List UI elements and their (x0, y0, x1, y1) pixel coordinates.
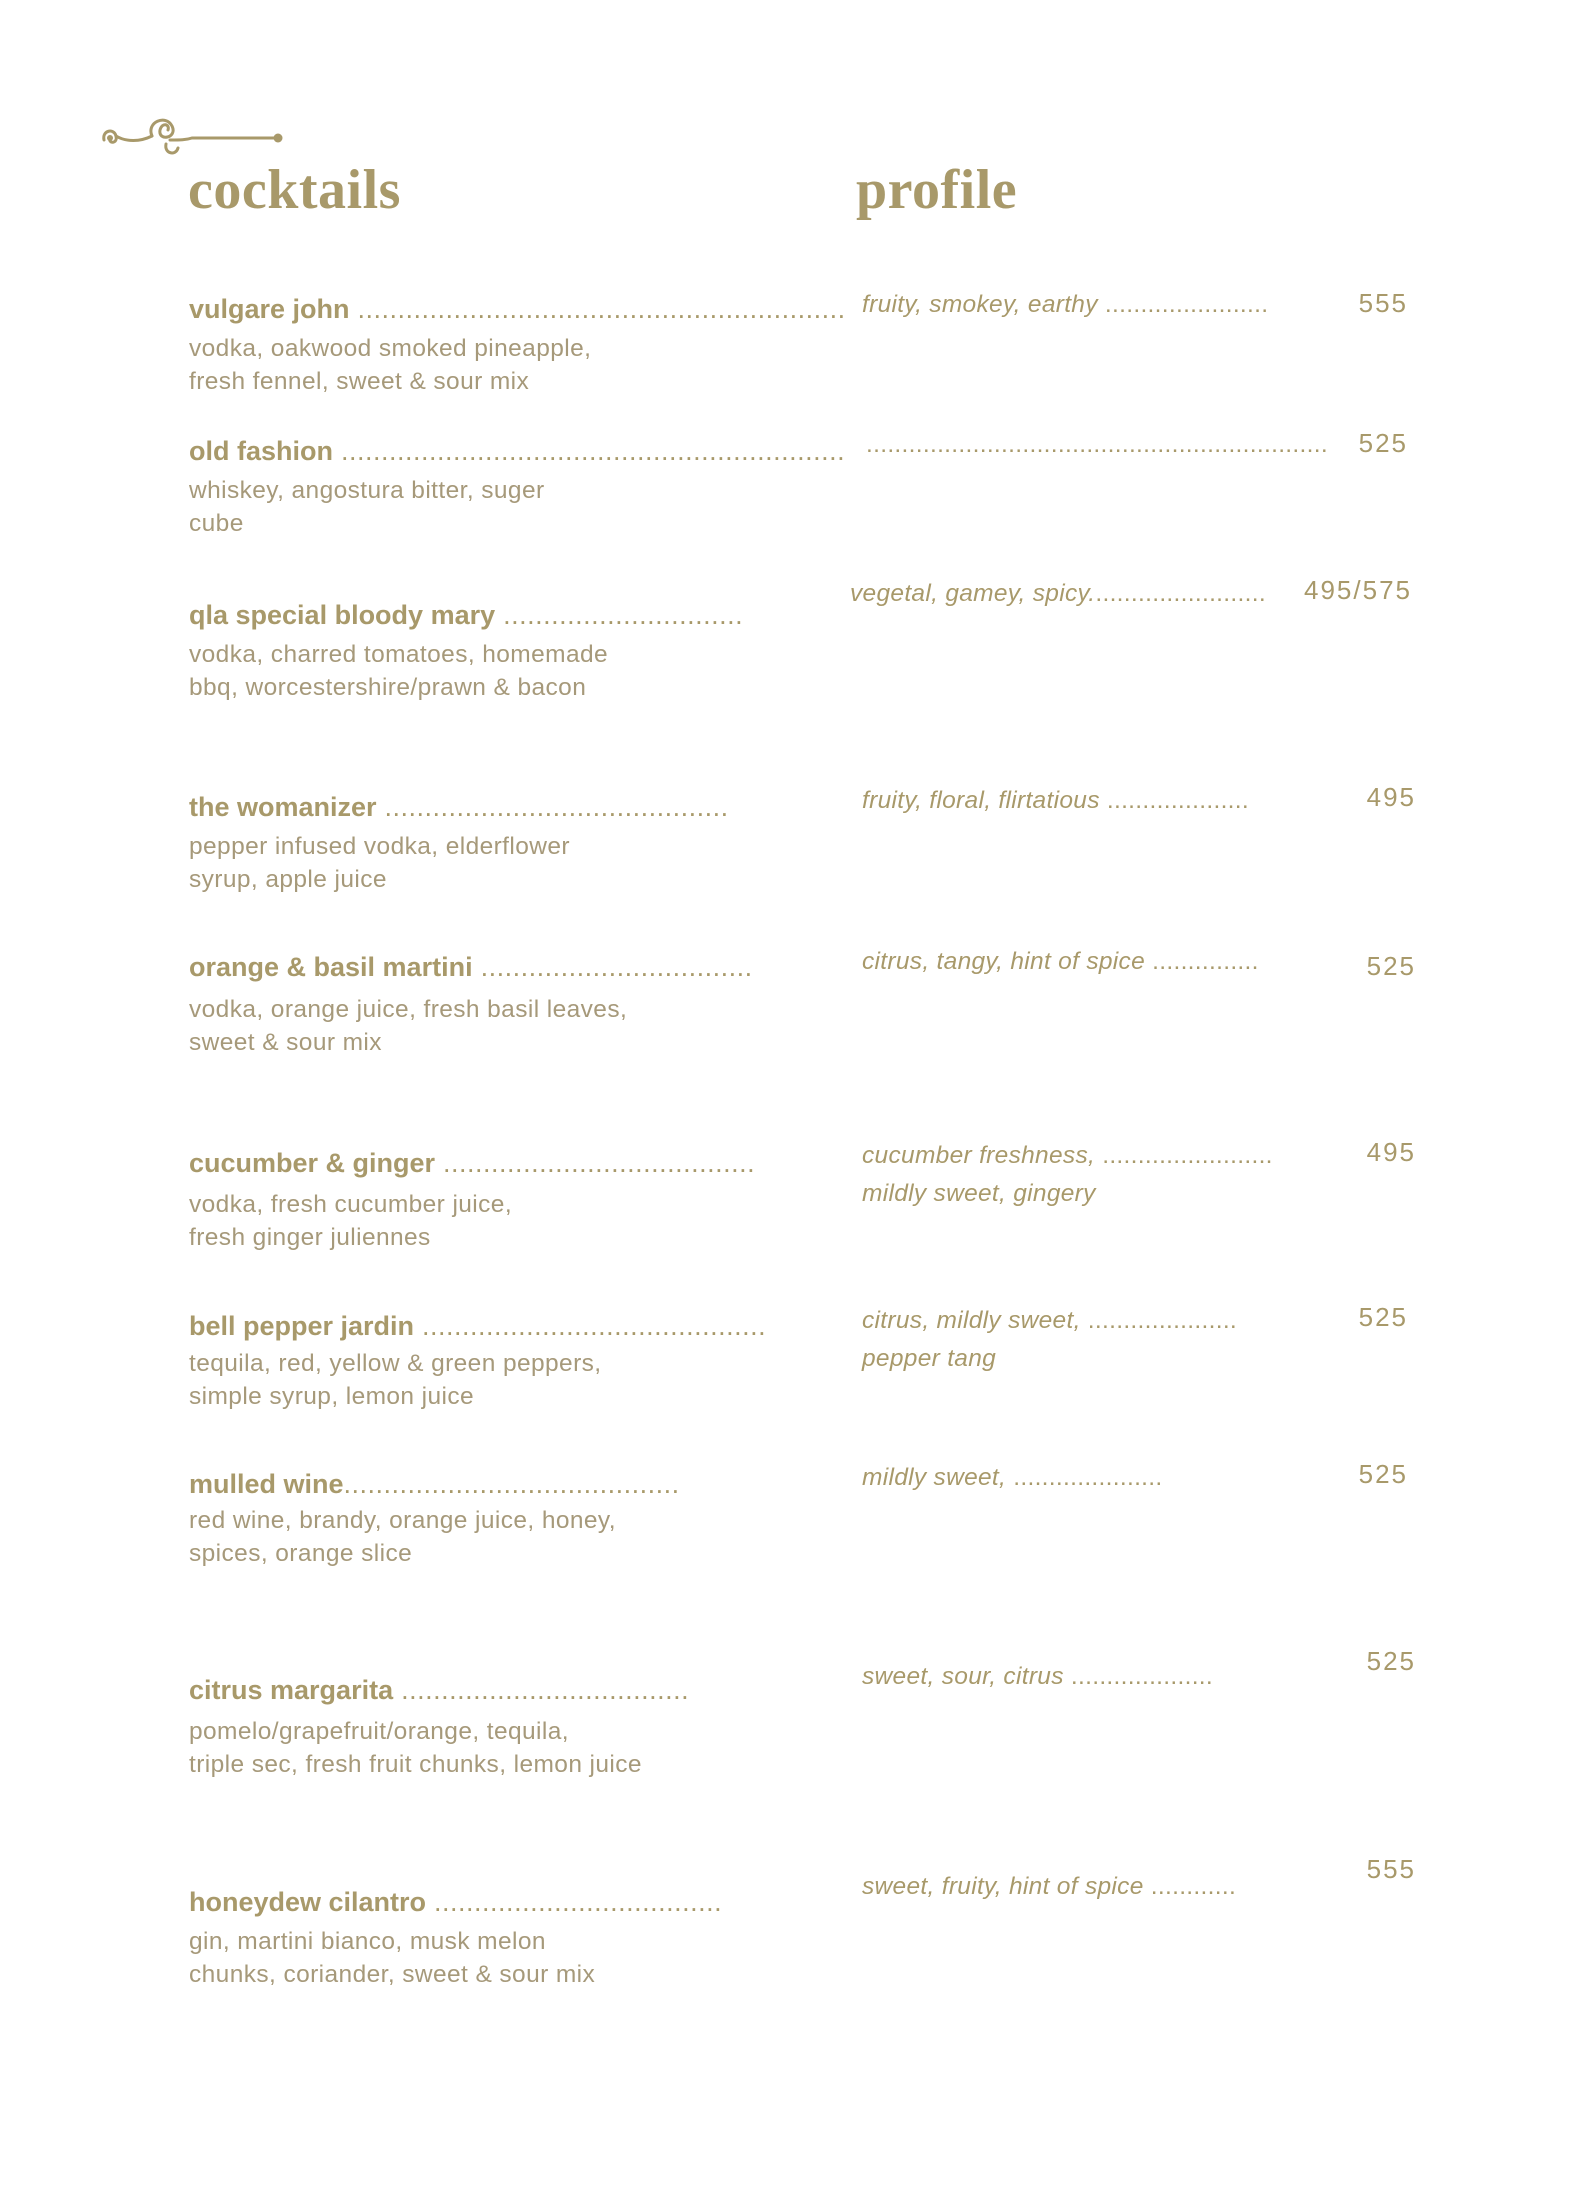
price: 525 (1366, 1646, 1416, 1676)
dot-leader: .................................. (472, 952, 753, 982)
ingredients-line: vodka, oakwood smoked pineapple, (189, 335, 592, 362)
cocktail-name: old fashion (189, 436, 333, 466)
dot-leader: ................................................................. (866, 431, 1328, 458)
cocktail-name-line (189, 1469, 680, 1500)
ingredients-line: fresh fennel, sweet & sour mix (189, 368, 530, 395)
ingredients-line: syrup, apple juice (189, 866, 387, 893)
flavor-profile (862, 1459, 1163, 1497)
profile-heading: profile (856, 159, 1018, 221)
dot-leader: .......................................... (343, 1469, 680, 1499)
ingredients-line: vodka, charred tomatoes, homemade (189, 641, 609, 668)
cocktail-name: citrus margarita (189, 1675, 394, 1705)
dot-leader: .................... (1099, 787, 1249, 814)
profile-line (862, 1137, 1273, 1175)
ingredients-line: vodka, fresh cucumber juice, (189, 1191, 513, 1218)
dot-leader: .................................... (426, 1887, 723, 1917)
cocktail-name: cucumber & ginger (189, 1148, 436, 1178)
price: 495/575 (1304, 575, 1412, 605)
cocktails-heading: cocktails (188, 159, 401, 221)
profile-line (862, 943, 1259, 981)
dot-leader: ....................... (1097, 291, 1269, 318)
dot-leader: ..................... (1080, 1307, 1238, 1334)
dot-leader: ............................................................. (349, 294, 846, 324)
ingredients-line: pepper infused vodka, elderflower (189, 833, 570, 860)
profile-text: mildly sweet, gingery (862, 1180, 1096, 1207)
cocktail-name-line (189, 1148, 755, 1179)
cocktail-ingredients (189, 1504, 616, 1570)
dot-leader: .............................. (495, 600, 744, 630)
ingredients-line: chunks, coriander, sweet & sour mix (189, 1961, 596, 1988)
profile-text: sweet, fruity, hint of spice (862, 1873, 1144, 1900)
price: 525 (1358, 1459, 1408, 1489)
profile-line (862, 1302, 1237, 1340)
cocktail-ingredients (189, 993, 627, 1059)
flourish-ornament-icon (100, 108, 285, 160)
cocktail-name-line (189, 294, 846, 325)
price: 525 (1358, 1302, 1408, 1332)
cocktail-ingredients (189, 1715, 642, 1781)
dot-leader: ..................... (1006, 1464, 1163, 1491)
cocktail-name-line (189, 792, 729, 823)
flavor-profile (862, 1302, 1237, 1378)
cocktail-ingredients (189, 638, 608, 704)
ingredients-line: red wine, brandy, orange juice, honey, (189, 1507, 616, 1534)
cocktail-name-line (189, 1887, 722, 1918)
price: 525 (1358, 428, 1408, 458)
cocktail-name-line (189, 952, 753, 983)
ingredients-line: fresh ginger juliennes (189, 1224, 431, 1251)
ingredients-line: gin, martini bianco, musk melon (189, 1928, 546, 1955)
dot-leader: ........................................... (414, 1311, 767, 1341)
profile-text: citrus, mildly sweet, (862, 1307, 1081, 1334)
flavor-profile (862, 1137, 1273, 1213)
dot-leader: .................... (1063, 1663, 1214, 1690)
ingredients-line: whiskey, angostura bitter, suger (189, 477, 545, 504)
dot-leader: ............ (1143, 1873, 1237, 1900)
profile-line (862, 1175, 1273, 1213)
ingredients-line: vodka, orange juice, fresh basil leaves, (189, 996, 628, 1023)
profile-line (862, 1340, 1237, 1378)
cocktail-name: qla special bloody mary (189, 600, 496, 630)
profile-text: fruity, smokey, earthy (862, 291, 1098, 318)
cocktail-name: orange & basil martini (189, 952, 473, 982)
cocktail-name-line (189, 1675, 689, 1706)
dot-leader: ............... (1145, 948, 1259, 975)
cocktail-ingredients (189, 332, 591, 398)
dot-leader: ........................................... (376, 792, 729, 822)
price: 555 (1358, 288, 1408, 318)
price: 495 (1366, 1137, 1416, 1167)
profile-line (862, 1459, 1163, 1497)
profile-text: vegetal, gamey, spicy. (850, 580, 1096, 607)
cocktail-name-line (189, 436, 845, 467)
cocktail-ingredients (189, 830, 570, 896)
profile-line (862, 1658, 1213, 1696)
profile-line (862, 782, 1249, 820)
ingredients-line: bbq, worcestershire/prawn & bacon (189, 674, 587, 701)
profile-line (862, 1868, 1236, 1906)
cocktail-ingredients (189, 1347, 601, 1413)
dot-leader: .................................... (393, 1675, 690, 1705)
flavor-profile (862, 943, 1259, 981)
dot-leader: ........................ (1095, 580, 1266, 607)
ingredients-line: tequila, red, yellow & green peppers, (189, 1350, 602, 1377)
dot-leader: ........................ (1095, 1142, 1273, 1169)
profile-text: sweet, sour, citrus (862, 1663, 1064, 1690)
flavor-profile (850, 575, 1266, 613)
ingredients-line: simple syrup, lemon juice (189, 1383, 475, 1410)
cocktail-name-line (189, 1311, 766, 1342)
cocktail-name-line (189, 600, 743, 631)
ingredients-line: cube (189, 510, 244, 537)
dot-leader: ............................................................... (333, 436, 846, 466)
profile-text: fruity, floral, flirtatious (862, 787, 1100, 814)
ingredients-line: triple sec, fresh fruit chunks, lemon juice (189, 1751, 642, 1778)
profile-line (850, 575, 1266, 613)
profile-text: cucumber freshness, (862, 1142, 1096, 1169)
ingredients-line: sweet & sour mix (189, 1029, 382, 1056)
ingredients-line: pomelo/grapefruit/orange, tequila, (189, 1718, 569, 1745)
dot-leader: ....................................... (435, 1148, 756, 1178)
cocktail-name: the womanizer (189, 792, 377, 822)
price: 525 (1366, 951, 1416, 981)
flavor-profile (862, 1868, 1236, 1906)
profile-text: citrus, tangy, hint of spice (862, 948, 1146, 975)
flavor-profile (862, 1658, 1213, 1696)
cocktail-name: honeydew cilantro (189, 1887, 427, 1917)
profile-text: mildly sweet, (862, 1464, 1007, 1491)
price: 555 (1366, 1854, 1416, 1884)
cocktail-name: mulled wine (189, 1469, 344, 1499)
flavor-profile (862, 286, 1268, 324)
cocktail-ingredients (189, 474, 545, 540)
profile-text: pepper tang (862, 1345, 997, 1372)
cocktail-ingredients (189, 1925, 595, 1991)
price: 495 (1366, 782, 1416, 812)
cocktail-ingredients (189, 1188, 512, 1254)
flavor-profile (862, 782, 1249, 820)
profile-line (862, 286, 1268, 324)
ingredients-line: spices, orange slice (189, 1540, 413, 1567)
cocktail-name: vulgare john (189, 294, 350, 324)
cocktail-name: bell pepper jardin (189, 1311, 415, 1341)
